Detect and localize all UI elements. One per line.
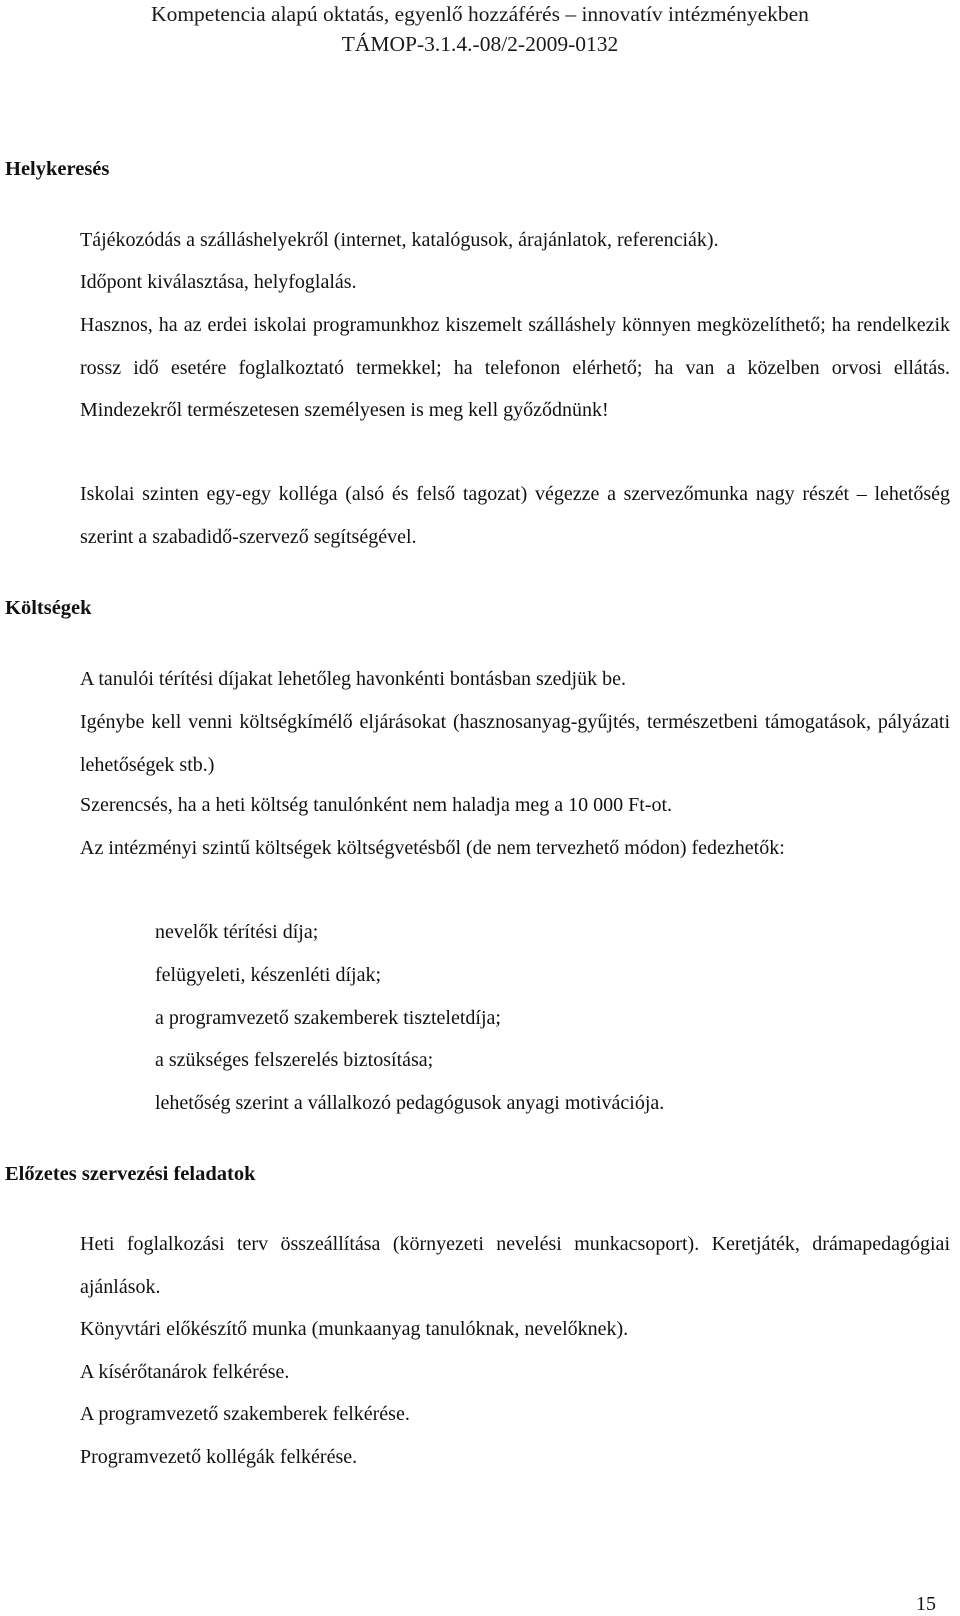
paragraph: Könyvtári előkészítő munka (munkaanyag tanulóknak, nevelőknek). bbox=[80, 1318, 629, 1340]
list-item: a programvezető szakemberek tiszteletdíja; bbox=[155, 1007, 501, 1029]
paragraph: Heti foglalkozási terv összeállítása (környezeti nevelési munkacsoport). Keretjáték, drámapedagógiai ajánlások. bbox=[80, 1233, 950, 1298]
list-item: a szükséges felszerelés biztosítása; bbox=[155, 1049, 434, 1071]
section-heading-elozetes: Előzetes szervezési feladatok bbox=[5, 1163, 256, 1185]
header-project-code: TÁMOP-3.1.4.-08/2-2009-0132 bbox=[341, 32, 619, 56]
paragraph: Az intézményi szintű költségek költségvetésből (de nem tervezhető módon) fedezhetők: bbox=[80, 837, 785, 859]
header-project-title: Kompetencia alapú oktatás, egyenlő hozzáférés – innovatív intézményekben bbox=[151, 2, 809, 26]
list-item: nevelők térítési díja; bbox=[155, 921, 319, 943]
section-heading-koltsegek: Költségek bbox=[5, 597, 92, 619]
paragraph: Hasznos, ha az erdei iskolai programunkhoz kiszemelt szálláshely könnyen megközelíthető; ha rendelkezik rossz idő esetére foglalkoztató termekkel; ha telefonon elérhető; ha van a közelben orvosi ellátás. Mindezekről természetesen személyesen is meg kell győződnünk! bbox=[80, 314, 950, 421]
page-number: 15 bbox=[916, 1593, 936, 1615]
paragraph: Iskolai szinten egy-egy kolléga (alsó és felső tagozat) végezze a szervezőmunka nagy részét – lehetőség szerint a szabadidő-szervező segítségével. bbox=[80, 483, 950, 548]
paragraph: A programvezető szakemberek felkérése. bbox=[80, 1403, 410, 1425]
paragraph: A kísérőtanárok felkérése. bbox=[80, 1361, 290, 1383]
paragraph: Programvezető kollégák felkérése. bbox=[80, 1446, 358, 1468]
list-item: felügyeleti, készenléti díjak; bbox=[155, 964, 382, 986]
list-item: lehetőség szerint a vállalkozó pedagógusok anyagi motivációja. bbox=[155, 1092, 665, 1114]
paragraph: Tájékozódás a szálláshelyekről (internet, katalógusok, árajánlatok, referenciák). bbox=[80, 229, 719, 251]
paragraph: A tanulói térítési díjakat lehetőleg havonkénti bontásban szedjük be. bbox=[80, 668, 626, 690]
paragraph: Szerencsés, ha a heti költség tanulónként nem haladja meg a 10 000 Ft-ot. bbox=[80, 794, 673, 816]
section-heading-helykereses: Helykeresés bbox=[5, 158, 110, 180]
paragraph: Igénybe kell venni költségkímélő eljárásokat (hasznosanyag-gyűjtés, természetbeni támogatások, pályázati lehetőségek stb.) bbox=[80, 711, 950, 776]
paragraph: Időpont kiválasztása, helyfoglalás. bbox=[80, 271, 357, 293]
